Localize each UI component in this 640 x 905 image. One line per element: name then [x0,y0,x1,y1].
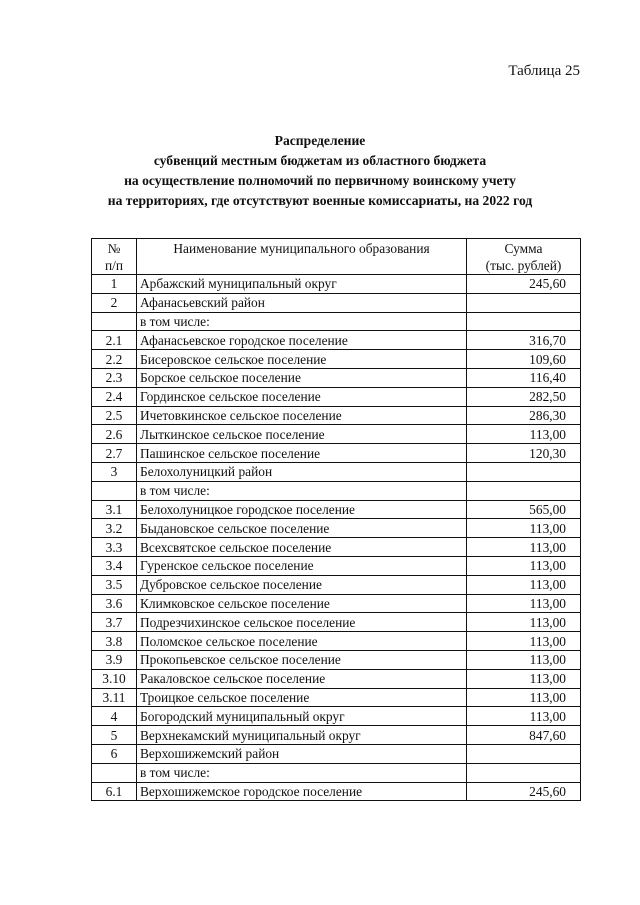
table-row [92,387,581,406]
row-number-cell: 4 [92,707,137,726]
table-row [92,312,581,331]
amount-cell: 120,30 [467,444,581,463]
column-header-sum [467,239,581,275]
municipality-name-cell: Верхнекамский муниципальный округ [137,726,467,745]
municipality-name-cell: в том числе: [137,312,467,331]
table-row [92,444,581,463]
amount-cell: 113,00 [467,538,581,557]
table-row [92,688,581,707]
municipality-name-cell: Ичетовкинское сельское поселение [137,406,467,425]
row-number-cell: 2.4 [92,387,137,406]
table-row [92,669,581,688]
row-number-cell: 2.7 [92,444,137,463]
amount-cell: 565,00 [467,500,581,519]
heading-line: на осуществление полномочий по первичному воинскому учету [124,173,516,188]
amount-cell: 113,00 [467,669,581,688]
table-row [92,425,581,444]
row-number-cell: 2.1 [92,331,137,350]
subvention-table [91,238,581,801]
column-header-name [137,239,467,275]
column-header-number [92,239,137,275]
row-number-cell: 3.6 [92,594,137,613]
table-row [92,575,581,594]
municipality-name-cell: Афанасьевский район [137,293,467,312]
amount-cell: 847,60 [467,726,581,745]
table-body [92,275,581,801]
amount-cell: 113,00 [467,632,581,651]
amount-cell: 113,00 [467,575,581,594]
row-number-cell [92,312,137,331]
municipality-name-cell: Гординское сельское поселение [137,387,467,406]
row-number-cell: 3.8 [92,632,137,651]
amount-cell: 113,00 [467,650,581,669]
table-row [92,275,581,294]
amount-cell [467,312,581,331]
table-row [92,744,581,763]
table-row [92,707,581,726]
amount-cell: 316,70 [467,331,581,350]
table-row [92,350,581,369]
municipality-name-cell: Верхошижемское городское поселение [137,782,467,801]
table-row [92,613,581,632]
table-row [92,782,581,801]
amount-cell: 286,30 [467,406,581,425]
table-row [92,519,581,538]
heading-line: на территориях, где отсутствуют военные комиссариаты, на 2022 год [107,193,533,208]
amount-cell: 113,00 [467,425,581,444]
municipality-name-cell: Ракаловское сельское поселение [137,669,467,688]
amount-cell [467,481,581,500]
amount-cell: 116,40 [467,368,581,387]
table-row [92,650,581,669]
municipality-name-cell: Бисеровское сельское поселение [137,350,467,369]
amount-cell: 282,50 [467,387,581,406]
heading-line: Распределение [274,133,366,148]
row-number-cell: 3.1 [92,500,137,519]
row-number-cell: 3.3 [92,538,137,557]
amount-cell: 113,00 [467,613,581,632]
row-number-cell: 3.5 [92,575,137,594]
amount-cell: 245,60 [467,782,581,801]
amount-cell [467,293,581,312]
municipality-name-cell: Климковское сельское поселение [137,594,467,613]
municipality-name-cell: Дубровское сельское поселение [137,575,467,594]
table-row [92,556,581,575]
municipality-name-cell: Борское сельское поселение [137,368,467,387]
row-number-cell: 6 [92,744,137,763]
table-row [92,368,581,387]
table-row [92,763,581,782]
municipality-name-cell: Белохолуницкий район [137,462,467,481]
table-row [92,538,581,557]
heading-line: субвенций местным бюджетам из областного бюджета [153,153,487,168]
table-row [92,331,581,350]
header-text: № [107,241,121,256]
amount-cell: 113,00 [467,688,581,707]
row-number-cell: 3.2 [92,519,137,538]
row-number-cell: 2.3 [92,368,137,387]
row-number-cell: 1 [92,275,137,294]
row-number-cell: 3 [92,462,137,481]
municipality-name-cell: Верхошижемский район [137,744,467,763]
row-number-cell: 2.5 [92,406,137,425]
header-text: Сумма [504,241,543,256]
municipality-name-cell: в том числе: [137,763,467,782]
table-row [92,462,581,481]
row-number-cell: 6.1 [92,782,137,801]
row-number-cell: 5 [92,726,137,745]
table-row [92,406,581,425]
amount-cell: 109,60 [467,350,581,369]
table-row [92,632,581,651]
table-header-row [92,239,581,275]
row-number-cell [92,481,137,500]
amount-cell: 113,00 [467,556,581,575]
municipality-name-cell: в том числе: [137,481,467,500]
municipality-name-cell: Пашинское сельское поселение [137,444,467,463]
row-number-cell: 3.7 [92,613,137,632]
row-number-cell: 2 [92,293,137,312]
header-text: Наименование муниципального образования [173,241,430,256]
table-number-label: Таблица 25 [508,63,580,79]
amount-cell [467,462,581,481]
amount-cell: 245,60 [467,275,581,294]
header-text: (тыс. рублей) [485,258,562,273]
table-row [92,293,581,312]
amount-cell: 113,00 [467,594,581,613]
municipality-name-cell: Арбажский муниципальный округ [137,275,467,294]
municipality-name-cell: Афанасьевское городское поселение [137,331,467,350]
amount-cell [467,763,581,782]
amount-cell: 113,00 [467,707,581,726]
row-number-cell: 2.6 [92,425,137,444]
municipality-name-cell: Лыткинское сельское поселение [137,425,467,444]
row-number-cell: 2.2 [92,350,137,369]
municipality-name-cell: Подрезчихинское сельское поселение [137,613,467,632]
row-number-cell: 3.4 [92,556,137,575]
municipality-name-cell: Поломское сельское поселение [137,632,467,651]
municipality-name-cell: Гуренское сельское поселение [137,556,467,575]
municipality-name-cell: Богородский муниципальный округ [137,707,467,726]
table-row [92,500,581,519]
municipality-name-cell: Быдановское сельское поселение [137,519,467,538]
row-number-cell: 3.10 [92,669,137,688]
municipality-name-cell: Белохолуницкое городское поселение [137,500,467,519]
municipality-name-cell: Всехсвятское сельское поселение [137,538,467,557]
municipality-name-cell: Троицкое сельское поселение [137,688,467,707]
row-number-cell: 3.9 [92,650,137,669]
row-number-cell [92,763,137,782]
header-text: п/п [104,258,124,273]
table-row [92,594,581,613]
amount-cell: 113,00 [467,519,581,538]
amount-cell [467,744,581,763]
document-heading [0,131,640,211]
row-number-cell: 3.11 [92,688,137,707]
municipality-name-cell: Прокопьевское сельское поселение [137,650,467,669]
table-row [92,481,581,500]
table-row [92,726,581,745]
